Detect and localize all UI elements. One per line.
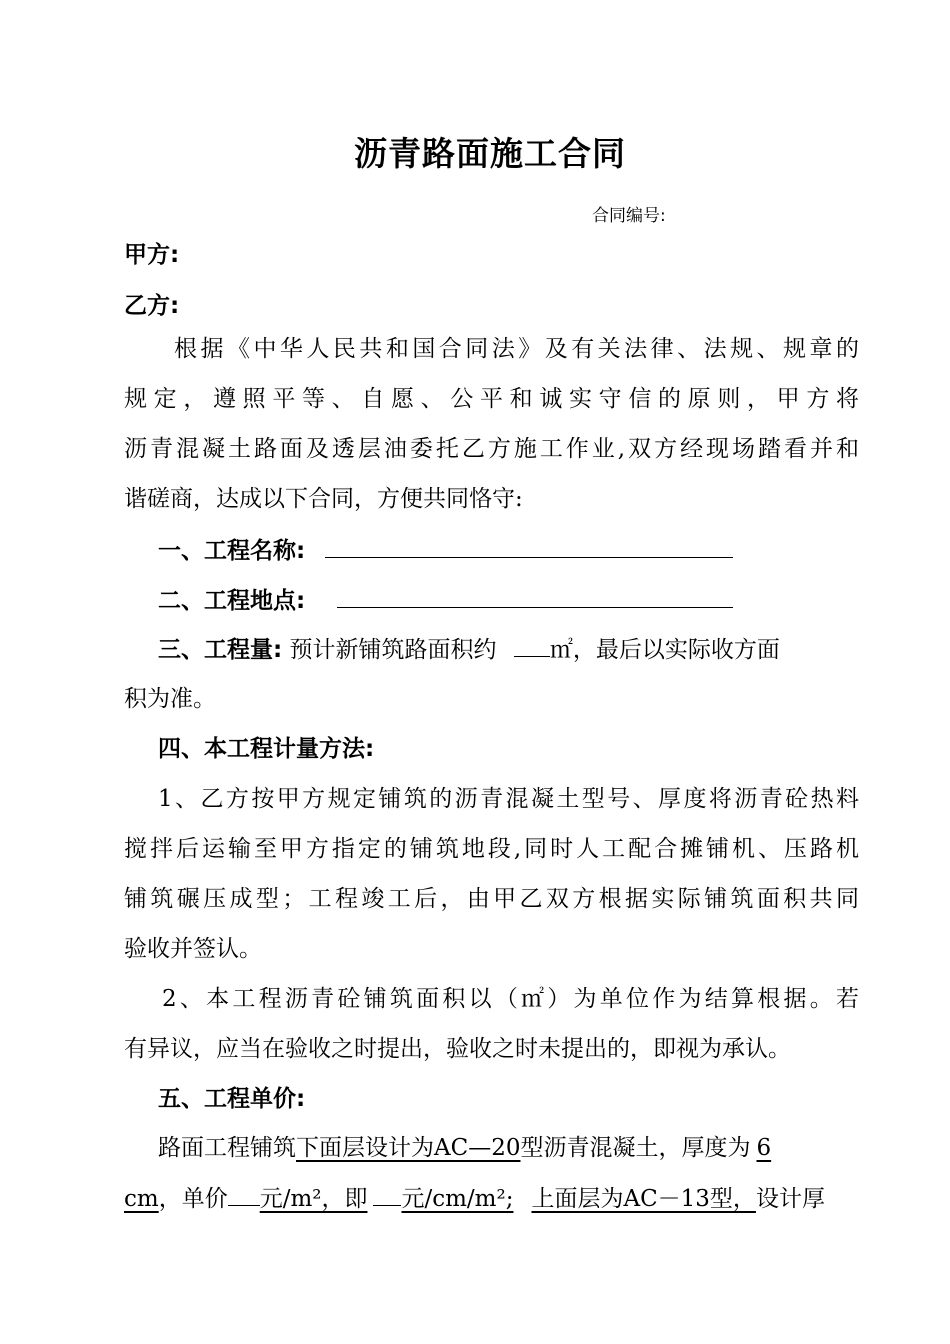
price-text-b: 型沥青混凝土，厚度为	[520, 1135, 751, 1161]
lower-layer-spec: 下面层设计为AC—20	[296, 1135, 521, 1161]
measurement-method-heading: 四、本工程计量方法:	[158, 736, 375, 762]
project-location-blank	[337, 585, 733, 608]
item1-line-3: 铺筑碾压成型；工程竣工后，由甲乙双方根据实际铺筑面积共同	[124, 886, 859, 912]
preamble-line-2: 规定，遵照平等、自愿、公平和诚实守信的原则，甲方将	[124, 386, 859, 412]
quantity-text: 预计新铺筑路面积约	[289, 637, 497, 663]
section-project-location	[158, 585, 733, 616]
item1-line-2: 搅拌后运输至甲方指定的铺筑地段,同时人工配合摊铺机、压路机	[124, 836, 859, 862]
item2-line-1: 2、本工程沥青砼铺筑面积以（㎡）为单位作为结算根据。若	[162, 986, 859, 1012]
upper-layer-spec: 上面层为AC－13型，	[531, 1186, 756, 1212]
item1-line-4: 验收并签认。	[124, 936, 262, 962]
quantity-unit-text: ㎡，最后以实际收方面	[549, 637, 780, 663]
preamble-line-1: 根据《中华人民共和国合同法》及有关法律、法规、规章的	[174, 336, 859, 362]
unit-price-blank	[228, 1183, 260, 1206]
quantity-continuation: 积为准。	[124, 686, 216, 712]
party-b-label: 乙方:	[124, 293, 180, 319]
project-location-label: 二、工程地点:	[158, 588, 306, 614]
item2-line-2: 有异议，应当在验收之时提出，验收之时未提出的，即视为承认。	[124, 1036, 791, 1062]
unit-price-cm-blank	[373, 1183, 401, 1206]
document-title: 沥青路面施工合同	[354, 134, 626, 173]
preamble-line-4: 谐磋商，达成以下合同，方便共同恪守:	[124, 486, 523, 512]
lower-layer-thickness: 6	[756, 1135, 772, 1161]
project-name-label: 一、工程名称:	[158, 538, 306, 564]
price-text-c: ，单价	[158, 1186, 228, 1212]
preamble-line-3: 沥青混凝土路面及透层油委托乙方施工作业,双方经现场踏看并和	[124, 436, 859, 462]
item1-line-1: 1、乙方按甲方规定铺筑的沥青混凝土型号、厚度将沥青砼热料	[158, 786, 859, 812]
section-project-name	[158, 535, 733, 566]
party-a-label: 甲方:	[124, 242, 180, 268]
project-name-blank	[325, 535, 733, 558]
price-line-1	[158, 1133, 771, 1163]
section-quantity	[158, 634, 780, 665]
contract-number-label: 合同编号:	[592, 206, 666, 226]
price-line-2	[124, 1183, 825, 1214]
price-text-a: 路面工程铺筑	[158, 1135, 296, 1161]
unit-price-heading: 五、工程单价:	[158, 1086, 306, 1112]
quantity-blank	[514, 634, 550, 657]
price-text-d: 设计厚	[755, 1186, 825, 1212]
price-per-m2: 元/m²，即	[259, 1186, 368, 1212]
thickness-unit: cm	[124, 1186, 159, 1212]
quantity-label: 三、工程量:	[158, 637, 283, 663]
price-per-cm-m2: 元/cm/m²;	[401, 1186, 514, 1212]
